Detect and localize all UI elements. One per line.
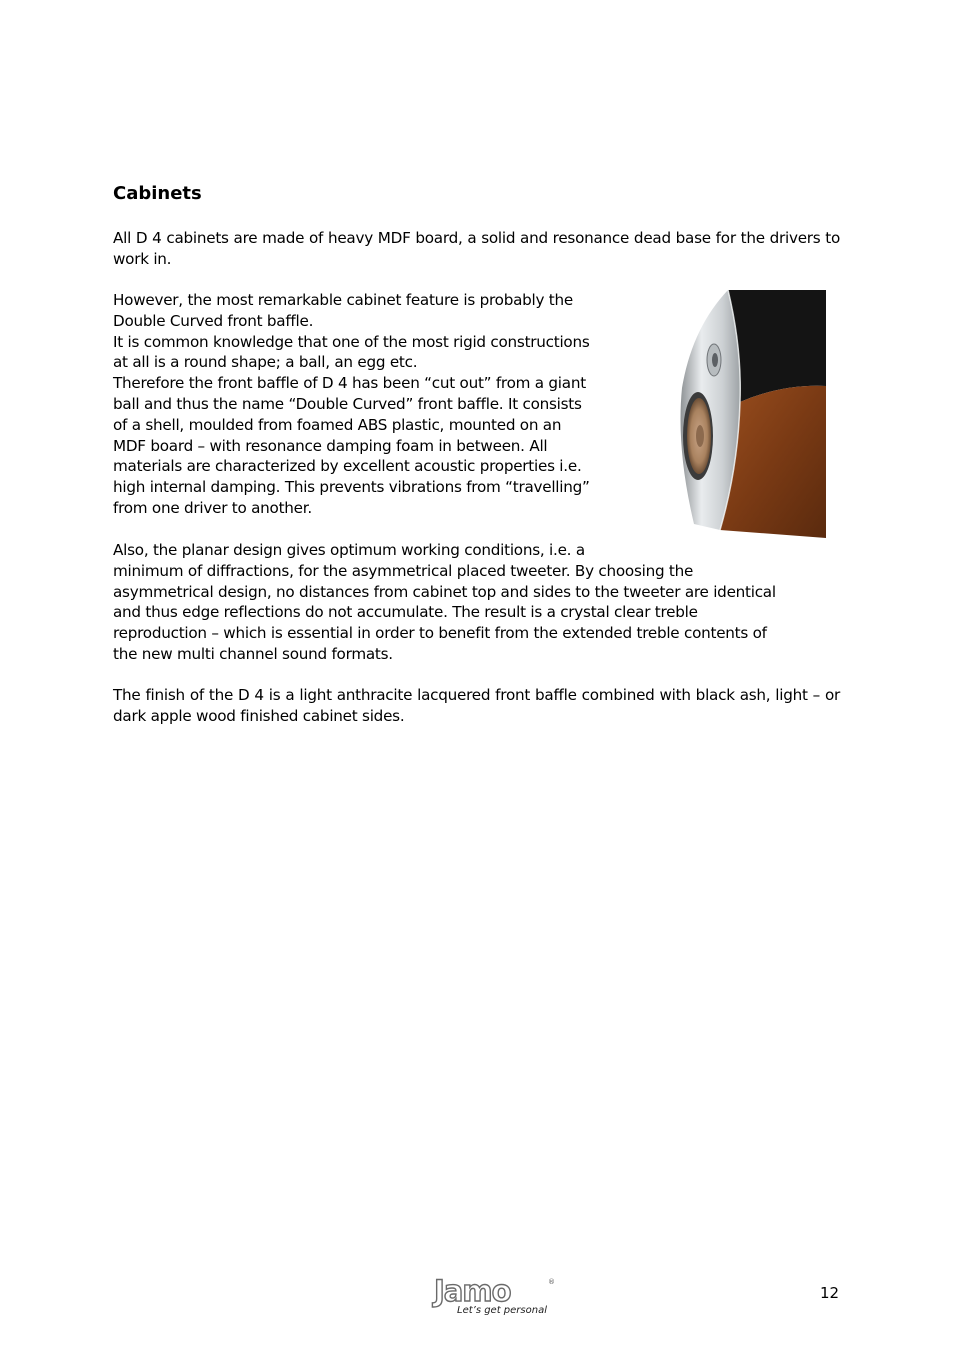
text-line: reproduction – which is essential in order to benefit from the extended treble contents of [113, 624, 767, 643]
text-line: the new multi channel sound formats. [113, 644, 393, 663]
text-line: materials are characterized by excellent acoustic properties i.e. [113, 457, 582, 476]
paragraph-planar-design [113, 540, 840, 665]
logo-tagline: Let’s get personal [457, 1305, 547, 1316]
text-line: and thus edge reflections do not accumulate. The result is a crystal clear treble [113, 603, 698, 622]
text-line: MDF board – with resonance damping foam in between. All [113, 436, 548, 455]
paragraph-intro: All D 4 cabinets are made of heavy MDF board, a solid and resonance dead base for the drivers to work in. [113, 229, 840, 268]
text-line: Also, the planar design gives optimum working conditions, i.e. a [113, 541, 585, 559]
text-line: at all is a round shape; a ball, an egg etc. [113, 353, 418, 372]
speaker-cabinet-image [672, 288, 832, 544]
registered-mark: ® [548, 1278, 555, 1286]
text-line: However, the most remarkable cabinet feature is probably the [113, 291, 573, 309]
text-line: It is common knowledge that one of the most rigid constructions [113, 332, 590, 351]
text-line: Double Curved front baffle. [113, 311, 314, 330]
jamo-logo [430, 1276, 570, 1320]
text-line: of a shell, moulded from foamed ABS plastic, mounted on an [113, 415, 562, 434]
text-line: asymmetrical design, no distances from cabinet top and sides to the tweeter are identical [113, 582, 776, 601]
text-line: high internal damping. This prevents vibrations from “travelling” [113, 478, 590, 497]
logo-wordmark: Jamo [434, 1274, 511, 1308]
text-line: minimum of diffractions, for the asymmetrical placed tweeter. By choosing the [113, 561, 694, 580]
section-heading: Cabinets [113, 183, 202, 204]
paragraph-finish: The finish of the D 4 is a light anthracite lacquered front baffle combined with black ash, light – or dark apple wood finished cabinet sides. [113, 686, 840, 725]
page-number: 12 [820, 1284, 840, 1302]
text-line: ball and thus the name “Double Curved” front baffle. It consists [113, 394, 582, 413]
paragraph-double-curved-baffle [113, 290, 638, 519]
text-line: from one driver to another. [113, 498, 312, 517]
text-line: Therefore the front baffle of D 4 has been “cut out” from a giant [113, 374, 586, 393]
